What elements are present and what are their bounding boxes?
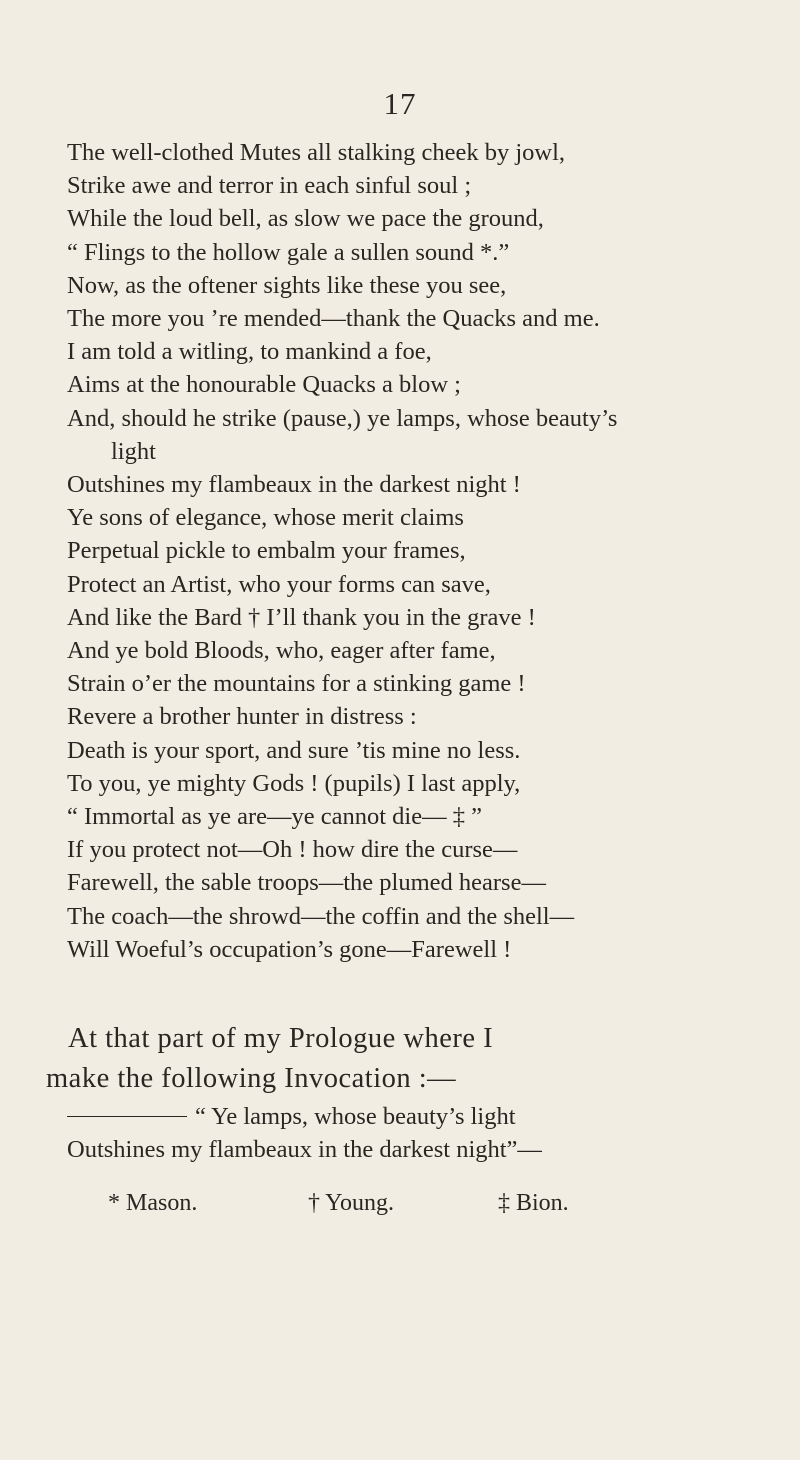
em-rule (67, 1116, 187, 1117)
poem-line: And, should he strike (pause,) ye lamps, whose beauty’s (67, 404, 618, 432)
footnote: * Mason. (108, 1190, 198, 1216)
page-number: 17 (383, 86, 417, 121)
poem-line: To you, ye mighty Gods ! (pupils) I last apply, (67, 769, 521, 797)
poem-line: Ye sons of elegance, whose merit claims (67, 504, 464, 532)
poem-line: If you protect not—Oh ! how dire the curse— (67, 836, 518, 864)
poem-line: “ Flings to the hollow gale a sullen sound *.” (67, 238, 510, 266)
poem-line: The more you ’re mended—thank the Quacks and me. (67, 305, 600, 333)
poem-line: Aims at the honourable Quacks a blow ; (67, 371, 461, 399)
poem-line: Will Woeful’s occupation’s gone—Farewell ! (67, 935, 512, 963)
poem-line: Outshines my flambeaux in the darkest night ! (67, 471, 521, 499)
poem-line: Now, as the oftener sights like these you see, (67, 271, 507, 299)
poem-line: I am told a witling, to mankind a foe, (67, 338, 432, 366)
poem-line: While the loud bell, as slow we pace the ground, (67, 205, 544, 233)
heading-line: make the following Invocation :— (46, 1063, 457, 1094)
poem-line: The well-clothed Mutes all stalking cheek by jowl, (67, 139, 566, 166)
poem-line: The coach—the shrowd—the coffin and the shell— (67, 902, 575, 930)
poem-line: Death is your sport, and sure ’tis mine no less. (67, 736, 521, 764)
poem-line: Farewell, the sable troops—the plumed hearse— (67, 869, 546, 897)
section-heading (46, 1019, 756, 1099)
quoted-invocation (67, 1100, 767, 1166)
poem-line: Perpetual pickle to embalm your frames, (67, 537, 466, 565)
poem-line: Strike awe and terror in each sinful soul ; (67, 172, 472, 200)
poem-body (67, 136, 767, 966)
poem-line-continuation: light (111, 437, 156, 465)
quote-line (67, 1100, 767, 1133)
poem-line: Revere a brother hunter in distress : (67, 703, 417, 731)
poem-line: And like the Bard † I’ll thank you in the grave ! (67, 603, 536, 631)
heading-line: At that part of my Prologue where I (68, 1023, 494, 1054)
poem-line: “ Immortal as ye are—ye cannot die— ‡ ” (67, 803, 482, 831)
poem-line: And ye bold Bloods, who, eager after fame, (67, 637, 496, 665)
footnote: ‡ Bion. (498, 1190, 569, 1216)
quote-line: Outshines my flambeaux in the darkest night”— (67, 1136, 542, 1163)
poem-line: Strain o’er the mountains for a stinking game ! (67, 670, 526, 698)
footnote: † Young. (308, 1190, 395, 1216)
poem-line: Protect an Artist, who your forms can save, (67, 570, 491, 598)
quote-text: “ Ye lamps, whose beauty’s light (195, 1103, 516, 1130)
